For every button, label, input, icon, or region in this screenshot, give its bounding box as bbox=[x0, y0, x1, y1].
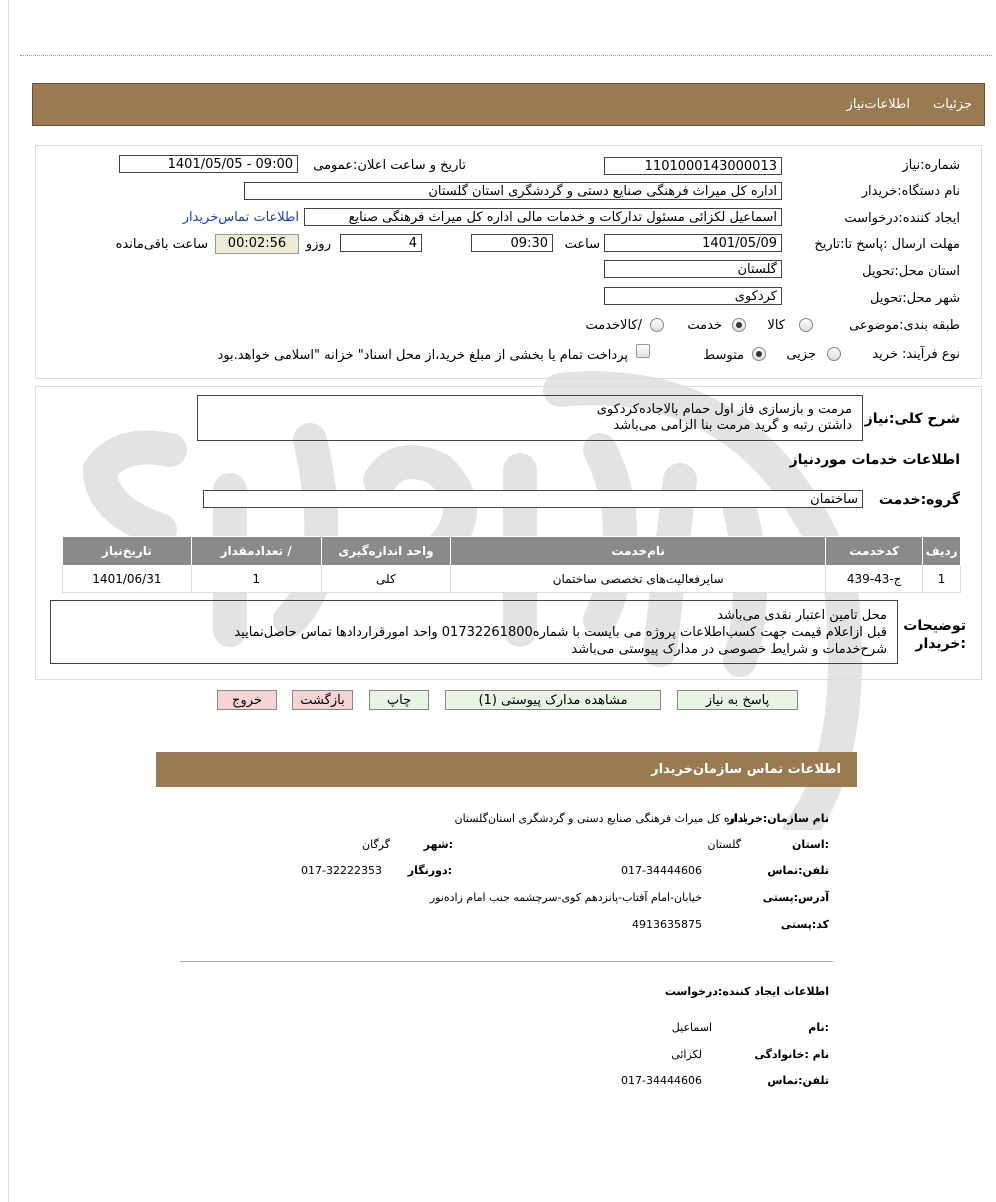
city-label: شهر محل:تحویل bbox=[870, 291, 960, 306]
fax-value: 017-32222353 bbox=[301, 864, 382, 877]
announce-label: تاریخ و ساعت اعلان:عمومی bbox=[313, 158, 466, 173]
province-value-2: گلستان bbox=[707, 838, 741, 851]
address-label: آدرس:پستی bbox=[762, 891, 829, 904]
postal-value: 4913635875 bbox=[632, 918, 702, 931]
exit-button[interactable]: خروج bbox=[217, 690, 277, 710]
col-header-code: کدخدمت bbox=[826, 537, 923, 566]
process-option-minor: جزیی bbox=[786, 347, 816, 362]
cell-service-code: ج-43-439 bbox=[826, 566, 923, 593]
process-radio-medium[interactable] bbox=[752, 347, 766, 361]
category-label: طبقه بندی:موضوعی bbox=[849, 318, 960, 333]
province-field: گلستان bbox=[604, 260, 782, 278]
process-radio-minor[interactable] bbox=[827, 347, 841, 361]
category-radio-service[interactable] bbox=[732, 318, 746, 332]
service-group-label: گروه:خدمت bbox=[878, 492, 960, 508]
col-header-date: تاریخ‌نیاز bbox=[63, 537, 192, 566]
contact-divider bbox=[180, 961, 833, 962]
print-button[interactable]: چاپ bbox=[369, 690, 429, 710]
col-header-name: نام‌خدمت bbox=[451, 537, 826, 566]
org-value: اداره کل میراث فرهنگی صنایع دستی و گردشگری استان‌گلستان bbox=[454, 812, 746, 825]
creator-phone-value: 017-34444606 bbox=[621, 1074, 702, 1087]
treasury-payment-checkbox[interactable] bbox=[636, 344, 650, 358]
buyer-field: اداره کل میراث فرهنگی صنایع دستی و گردشگری استان گلستان bbox=[244, 182, 782, 200]
treasury-payment-text: پرداخت تمام یا بخشی از مبلغ خرید،از محل اسناد" خزانه "اسلامی خواهد.بود bbox=[217, 348, 628, 363]
general-desc-box bbox=[197, 395, 863, 441]
process-label: نوع فرآیند: bbox=[902, 347, 960, 362]
top-divider bbox=[20, 55, 992, 56]
reply-button[interactable]: پاسخ به نیاز bbox=[677, 690, 798, 710]
cell-service-name: سایرفعالیت‌های تخصصی ساختمان bbox=[451, 566, 826, 593]
need-form-panel bbox=[35, 145, 982, 379]
category-radio-goods-service[interactable] bbox=[650, 318, 664, 332]
address-value: خیابان-امام آفتاب-پانزدهم کوی-سرچشمه جنب امام زاده‌نور bbox=[429, 891, 702, 904]
days-label: روزو bbox=[305, 237, 331, 252]
general-desc-line-2: داشتن رتبه و گرید مرمت بنا الزامی می‌باشد bbox=[613, 418, 852, 433]
back-button[interactable]: بازگشت bbox=[292, 690, 353, 710]
creator-field: اسماعیل لکزائی مسئول تدارکات و خدمات مالی اداره کل میراث فرهنگی صنایع bbox=[304, 208, 782, 226]
name-label: :نام bbox=[808, 1021, 829, 1034]
services-table bbox=[62, 536, 961, 593]
family-label: نام :خانوادگی bbox=[754, 1048, 829, 1061]
col-header-qty: / تعدادمقدار bbox=[191, 537, 321, 566]
remaining-timer: 00:02:56 bbox=[215, 234, 299, 254]
category-option-goods-service: /کالاخدمت bbox=[585, 318, 642, 333]
province-label: استان محل:تحویل bbox=[862, 264, 960, 279]
days-field: 4 bbox=[340, 234, 422, 252]
announce-date-field: 1401/05/05 - 09:00 bbox=[119, 155, 298, 173]
family-value: لکزائی bbox=[671, 1048, 702, 1061]
buyer-label: نام دستگاه:خریدار bbox=[861, 184, 960, 199]
phone-value: 017-34444606 bbox=[621, 864, 702, 877]
tab-need-info[interactable]: اطلاعات‌نیاز bbox=[846, 97, 910, 112]
remaining-label: ساعت باقی‌مانده bbox=[115, 237, 208, 252]
page-left-rule bbox=[8, 0, 9, 1202]
page-header-bar bbox=[32, 83, 985, 126]
cell-row-number: 1 bbox=[923, 566, 961, 593]
creator-label: ایجاد کننده:درخواست bbox=[844, 211, 960, 226]
process-buy-label: خرید bbox=[872, 347, 898, 362]
buyer-notes-label-2: :خریدار bbox=[915, 636, 966, 652]
cell-need-date: 1401/06/31 bbox=[63, 566, 192, 593]
buyer-contact-link[interactable]: اطلاعات تماس‌خریدار bbox=[182, 210, 299, 225]
cell-unit: کلی bbox=[321, 566, 451, 593]
org-label: نام سازمان:خریدار bbox=[727, 812, 829, 825]
category-option-service: خدمت bbox=[687, 318, 722, 333]
need-number-label: شماره:نیاز bbox=[902, 158, 960, 173]
creator-phone-label: تلفن:تماس bbox=[767, 1074, 829, 1087]
buyer-notes-label-1: توضیحات bbox=[903, 618, 966, 634]
creator-info-title: اطلاعات ایجاد کننده:درخواست bbox=[664, 985, 829, 998]
city-value-2: گرگان bbox=[362, 838, 390, 851]
name-value: اسماعیل bbox=[671, 1021, 712, 1034]
category-option-goods: کالا bbox=[767, 318, 785, 333]
general-desc-label: شرح کلی:نیاز bbox=[864, 411, 960, 427]
contact-header-bar bbox=[156, 752, 857, 787]
col-header-row: ردیف bbox=[923, 537, 961, 566]
need-number-field: 1101000143000013 bbox=[604, 157, 782, 175]
category-radio-goods[interactable] bbox=[799, 318, 813, 332]
service-group-field: ساختمان bbox=[203, 490, 863, 508]
view-attachments-button[interactable]: مشاهده مدارک پیوستی (1) bbox=[445, 690, 661, 710]
postal-label: کد:پستی bbox=[780, 918, 829, 931]
deadline-label: مهلت ارسال :پاسخ تا:تاریخ bbox=[814, 237, 960, 252]
buyer-notes-line-2: قبل ازاعلام قیمت جهت کسب‌اطلاعات پروژه می بایست با شماره01732261800 واحد امورقراردادها تماس حاصل‌نمایید bbox=[234, 625, 887, 640]
deadline-time-field: 09:30 bbox=[471, 234, 553, 252]
table-row bbox=[63, 566, 961, 593]
table-header-row bbox=[63, 537, 961, 566]
province-label-2: :استان bbox=[792, 838, 829, 851]
col-header-unit: واحد اندازه‌گیری bbox=[321, 537, 451, 566]
buyer-notes-line-3: شرح‌خدمات و شرایط خصوصی در مدارک پیوستی می‌باشد bbox=[571, 642, 887, 657]
city-field: کردکوی bbox=[604, 287, 782, 305]
buyer-notes-box bbox=[50, 600, 898, 664]
tab-details[interactable]: جزئیات bbox=[933, 97, 972, 112]
buyer-notes-line-1: محل تامین اعتبار نقدی می‌باشد bbox=[717, 608, 887, 623]
cell-quantity: 1 bbox=[191, 566, 321, 593]
process-option-medium: متوسط bbox=[703, 348, 744, 363]
phone-label: تلفن:تماس bbox=[767, 864, 829, 877]
city-label-2: :شهر bbox=[423, 838, 453, 851]
services-title: اطلاعات خدمات موردنیاز bbox=[789, 452, 960, 468]
fax-label: :دورنگار bbox=[407, 864, 452, 877]
deadline-date-field: 1401/05/09 bbox=[604, 234, 782, 252]
contact-title: اطلاعات تماس سازمان‌خریدار bbox=[651, 762, 841, 777]
general-desc-line-1: مرمت و بازسازی فاز اول حمام بالاجاده‌کردکوی bbox=[596, 402, 852, 417]
deadline-time-label: ساعت bbox=[564, 237, 600, 252]
